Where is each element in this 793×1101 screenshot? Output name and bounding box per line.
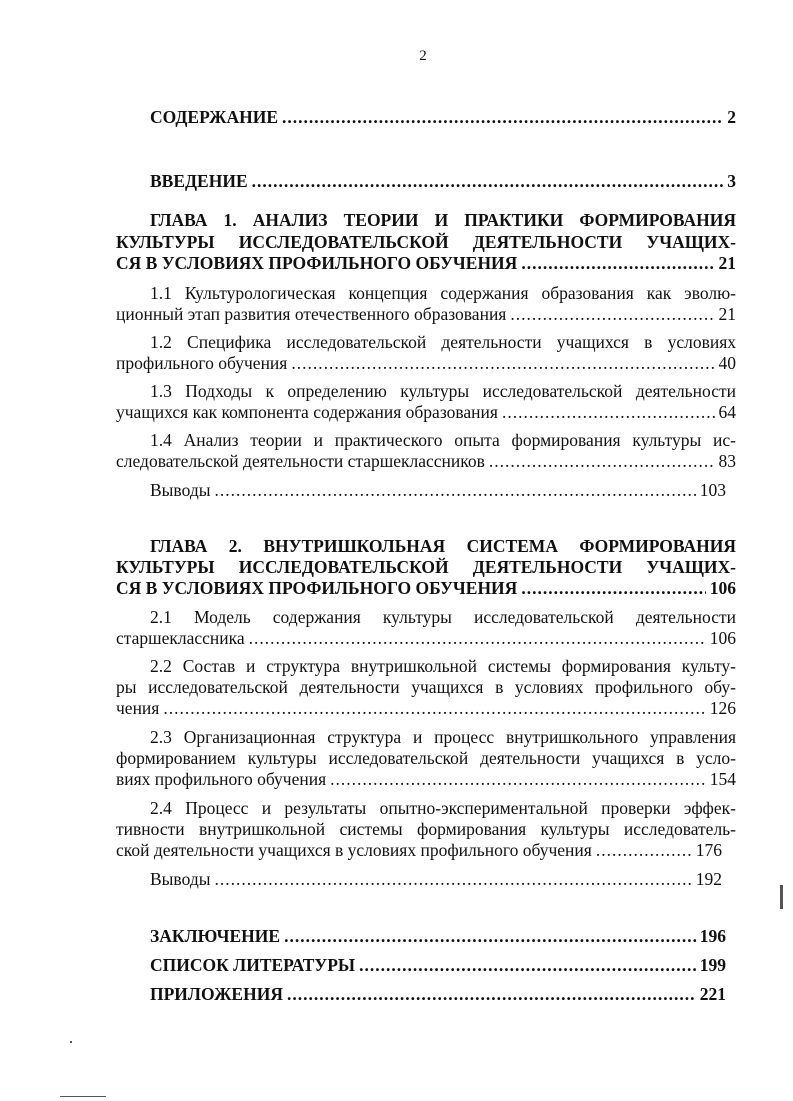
toc-page: 199 bbox=[699, 955, 726, 975]
toc-page: 196 bbox=[699, 926, 726, 946]
section-2-1-line2: старшеклассника bbox=[116, 628, 245, 648]
toc-entry-conclusion bbox=[116, 925, 726, 947]
section-2-1-line1: 2.1 Модель содержания культуры исследовательской деятельности bbox=[150, 607, 736, 627]
section-1-2-line2: профильного обучения bbox=[116, 353, 288, 373]
chapter2-title-line1: ГЛАВА 2. ВНУТРИШКОЛЬНАЯ СИСТЕМА ФОРМИРОВАНИЯ bbox=[150, 536, 736, 556]
toc-title: Выводы bbox=[150, 869, 211, 889]
toc-page: 176 bbox=[695, 840, 722, 860]
toc-page: 103 bbox=[699, 480, 726, 500]
section-1-1-line2: ционный этап развития отечественного образования bbox=[116, 304, 507, 324]
section-2-2-line2: ры исследовательской деятельности учащихся в условиях профильного обу- bbox=[116, 677, 736, 697]
toc-entry-1-2 bbox=[116, 352, 736, 374]
toc-title: СПИСОК ЛИТЕРАТУРЫ bbox=[150, 955, 356, 975]
chapter2-title-line3: СЯ В УСЛОВИЯХ ПРОФИЛЬНОГО ОБУЧЕНИЯ bbox=[116, 578, 518, 598]
toc-title: ЗАКЛЮЧЕНИЕ bbox=[150, 926, 281, 946]
toc-page: 21 bbox=[718, 304, 736, 324]
toc-page: 106 bbox=[709, 628, 736, 648]
toc-entry-conclusions1 bbox=[116, 479, 726, 501]
section-2-3-line3: виях профильного обучения bbox=[116, 769, 327, 789]
toc-entry-2-1 bbox=[116, 627, 736, 649]
toc-entry-intro bbox=[116, 170, 736, 192]
toc-entry-1-3 bbox=[116, 401, 736, 423]
toc-page: 83 bbox=[718, 451, 736, 471]
scan-artifact bbox=[70, 1041, 72, 1043]
toc-title: ПРИЛОЖЕНИЯ bbox=[150, 984, 283, 1004]
toc-entry-contents bbox=[116, 106, 736, 128]
section-2-4-line2: тивности внутришкольной системы формирования культуры исследователь- bbox=[116, 819, 736, 839]
toc-page: 192 bbox=[695, 869, 722, 889]
page-number: 2 bbox=[419, 48, 427, 64]
scan-artifact bbox=[780, 885, 783, 909]
chapter1-title-line2: КУЛЬТУРЫ ИССЛЕДОВАТЕЛЬСКОЙ ДЕЯТЕЛЬНОСТИ УЧАЩИХ- bbox=[116, 232, 736, 252]
section-2-2-line3: чения bbox=[116, 698, 160, 718]
section-2-3-line1: 2.3 Организационная структура и процесс внутришкольного управления bbox=[150, 727, 736, 747]
section-1-4-line2: следовательской деятельности старшеклассников bbox=[116, 451, 485, 471]
toc-entry-1-4 bbox=[116, 450, 736, 472]
scan-artifact bbox=[60, 1096, 106, 1097]
section-2-4-line1: 2.4 Процесс и результаты опытно-экспериментальной проверки эффек- bbox=[150, 798, 736, 818]
toc-entry-chapter2 bbox=[116, 577, 736, 599]
chapter2-title-line2: КУЛЬТУРЫ ИССЛЕДОВАТЕЛЬСКОЙ ДЕЯТЕЛЬНОСТИ УЧАЩИХ- bbox=[116, 557, 736, 577]
section-2-4-line3: ской деятельности учащихся в условиях профильного обучения bbox=[116, 840, 592, 860]
toc-entry-references bbox=[116, 954, 726, 976]
toc-title: СОДЕРЖАНИЕ bbox=[150, 107, 279, 127]
section-1-3-line1: 1.3 Подходы к определению культуры исследовательской деятельности bbox=[150, 381, 736, 401]
toc-page: 40 bbox=[718, 353, 736, 373]
toc-entry-2-4 bbox=[116, 839, 722, 861]
chapter1-title-line1: ГЛАВА 1. АНАЛИЗ ТЕОРИИ И ПРАКТИКИ ФОРМИРОВАНИЯ bbox=[150, 210, 736, 230]
toc-entry-2-2 bbox=[116, 697, 736, 719]
section-1-1-line1: 1.1 Культурологическая концепция содержания образования как эволю- bbox=[150, 283, 736, 303]
section-1-2-line1: 1.2 Специфика исследовательской деятельности учащихся в условиях bbox=[150, 332, 736, 352]
toc-page: 2 bbox=[727, 107, 736, 127]
toc-entry-appendices bbox=[116, 983, 726, 1005]
toc-page: 154 bbox=[709, 769, 736, 789]
toc-entry-chapter1 bbox=[116, 252, 736, 274]
toc-page: 3 bbox=[727, 171, 736, 191]
toc-entry-1-1 bbox=[116, 303, 736, 325]
toc-page: 106 bbox=[709, 578, 736, 598]
toc-page: 64 bbox=[718, 402, 736, 422]
toc-title: ВВЕДЕНИЕ bbox=[150, 171, 248, 191]
toc-page: 221 bbox=[699, 984, 726, 1004]
toc-entry-conclusions2 bbox=[116, 868, 722, 890]
toc-title: Выводы bbox=[150, 480, 211, 500]
section-1-3-line2: учащихся как компонента содержания образования bbox=[116, 402, 498, 422]
section-2-2-line1: 2.2 Состав и структура внутришкольной системы формирования культу- bbox=[150, 656, 736, 676]
chapter1-title-line3: СЯ В УСЛОВИЯХ ПРОФИЛЬНОГО ОБУЧЕНИЯ bbox=[116, 253, 518, 273]
toc-page: 126 bbox=[709, 698, 736, 718]
toc-page: 21 bbox=[718, 253, 736, 273]
section-1-4-line1: 1.4 Анализ теории и практического опыта формирования культуры ис- bbox=[150, 430, 736, 450]
section-2-3-line2: формированием культуры исследовательской деятельности учащихся в усло- bbox=[116, 748, 736, 768]
toc-entry-2-3 bbox=[116, 768, 736, 790]
